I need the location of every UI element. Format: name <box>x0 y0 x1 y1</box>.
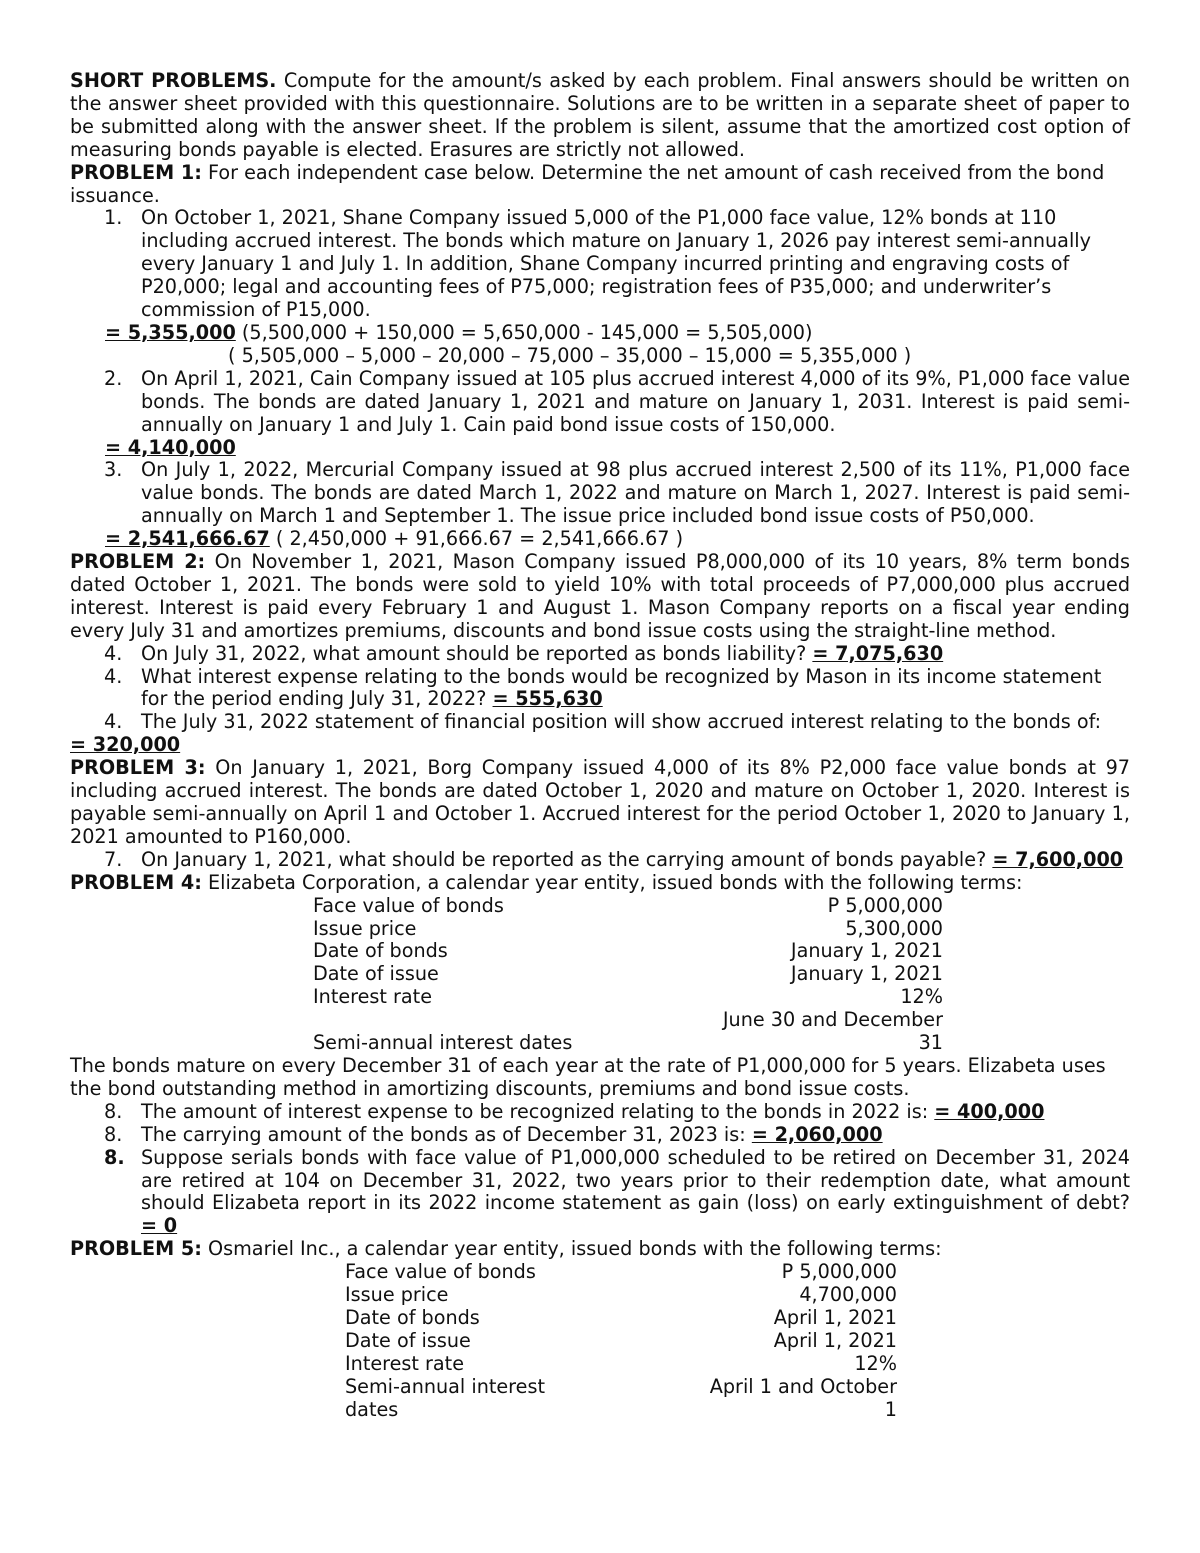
term-value: June 30 and December <box>722 1008 943 1032</box>
item-text: The amount of interest expense to be recognized relating to the bonds in 2022 is: <box>141 1099 935 1123</box>
term-label: dates <box>345 1397 399 1421</box>
intro-heading: SHORT PROBLEMS. <box>70 69 277 92</box>
problem-2-item-3 <box>70 711 1130 734</box>
term-label: Interest rate <box>345 1351 465 1375</box>
terms-row <box>345 1307 897 1330</box>
terms-row <box>345 1376 897 1399</box>
term-value: 5,300,000 <box>845 916 943 940</box>
solution-work: ( 2,450,000 + 91,666.67 = 2,541,666.67 ) <box>269 527 684 551</box>
term-label: Date of bonds <box>313 939 448 963</box>
answer-line <box>70 528 1130 551</box>
problem-1-text: For each independent case below. Determine the net amount of cash received from the bond issuance. <box>70 160 1105 207</box>
term-value: P 5,000,000 <box>781 1260 897 1284</box>
answer-value: = 7,600,000 <box>992 847 1124 871</box>
problem-4-item-3 <box>70 1147 1130 1239</box>
term-value: April 1, 2021 <box>773 1328 897 1352</box>
item-text: On October 1, 2021, Shane Company issued 5,000 of the P1,000 face value, 12% bonds at 110 including accrued interest. The bonds which mature on January 1, 2026 pay interest semi-annually every January 1 and July 1. In addition, Shane Company incurred printing and engraving costs of P20,000; legal and accounting fees of P75,000; registration fees of P35,000; and underwriter’s commission of P15,000. <box>141 206 1091 322</box>
answer-value: = 7,075,630 <box>812 641 944 665</box>
item-number: 1. <box>104 206 123 230</box>
term-label <box>313 1009 717 1032</box>
item-text: On January 1, 2021, what should be reported as the carrying amount of bonds payable? <box>141 847 993 871</box>
term-value: January 1, 2021 <box>790 939 943 963</box>
term-value: January 1, 2021 <box>790 962 943 986</box>
problem-3-paragraph <box>70 757 1130 849</box>
answer-value: = 400,000 <box>934 1099 1045 1123</box>
problem-5-terms-table <box>345 1261 897 1421</box>
item-number: 3. <box>104 458 123 482</box>
answer-line <box>70 322 1130 345</box>
problem-2-text: On November 1, 2021, Mason Company issued P8,000,000 of its 10 years, 8% term bonds dated October 1, 2021. The bonds were sold to yield 10% with total proceeds of P7,000,000 plus accrued interest. Interest is paid every February 1 and August 1. Mason Company reports on a fiscal year ending every July 31 and amortizes premiums, discounts and bond issue costs using the straight-line method. <box>70 550 1130 642</box>
problem-1-paragraph <box>70 162 1130 208</box>
answer-line <box>70 734 1130 757</box>
item-number: 4. <box>104 641 123 665</box>
answer-value: = 320,000 <box>70 733 181 757</box>
intro-paragraph <box>70 70 1130 162</box>
term-label: Date of issue <box>345 1328 471 1352</box>
terms-row <box>313 940 943 963</box>
problem-4-item-1 <box>70 1101 1130 1124</box>
problem-5-paragraph <box>70 1238 1130 1261</box>
item-number: 4. <box>104 664 123 688</box>
problem-4-terms-table <box>313 895 943 1055</box>
terms-row <box>313 895 943 918</box>
problem-5-text: Osmariel Inc., a calendar year entity, issued bonds with the following terms: <box>208 1237 942 1261</box>
item-number: 8. <box>104 1099 123 1123</box>
terms-row <box>313 1032 943 1055</box>
problem-4-item-2 <box>70 1124 1130 1147</box>
term-label: Interest rate <box>313 985 433 1009</box>
terms-row <box>313 963 943 986</box>
term-value: April 1 and October <box>709 1374 897 1398</box>
problem-4-heading: PROBLEM 4: <box>70 870 202 894</box>
answer-line <box>70 437 1130 460</box>
term-value: April 1, 2021 <box>773 1305 897 1329</box>
problem-2-item-2 <box>70 666 1130 712</box>
item-text: On April 1, 2021, Cain Company issued at 105 plus accrued interest 4,000 of its 9%, P1,000 face value bonds. The bonds are dated January 1, 2021 and mature on January 1, 2031. Interest is paid semi-annually on January 1 and July 1. Cain paid bond issue costs of 150,000. <box>141 366 1130 436</box>
term-value: 4,700,000 <box>799 1283 897 1307</box>
term-label: Semi-annual interest <box>345 1374 545 1398</box>
terms-row <box>345 1284 897 1307</box>
item-text: On July 31, 2022, what amount should be reported as bonds liability? <box>141 641 813 665</box>
answer-value: = 2,541,666.67 <box>105 527 270 551</box>
term-label: Issue price <box>345 1283 449 1307</box>
item-number: 4. <box>104 710 123 734</box>
problem-4-after-text: The bonds mature on every December 31 of each year at the rate of P1,000,000 for 5 years. Elizabeta uses the bond outstanding method in amortizing discounts, premiums and bond issue costs. <box>70 1053 1106 1100</box>
terms-row <box>313 918 943 941</box>
item-number: 2. <box>104 366 123 390</box>
answer-value: = 0 <box>141 1214 178 1238</box>
problem-2-paragraph <box>70 551 1130 643</box>
term-label: Issue price <box>313 916 417 940</box>
terms-row <box>313 1009 943 1032</box>
problem-5-heading: PROBLEM 5: <box>70 1237 202 1261</box>
intro-text: Compute for the amount/s asked by each problem. Final answers should be written on the answer sheet provided with this questionnaire. Solutions are to be written in a separate sheet of paper to be submitted along with the answer sheet. If the problem is silent, assume that the amortized cost option of measuring bonds payable is elected. Erasures are strictly not allowed. <box>70 69 1130 161</box>
item-text: What interest expense relating to the bonds would be recognized by Mason in its income statement for the period ending July 31, 2022? <box>141 664 1102 711</box>
terms-row <box>345 1353 897 1376</box>
term-value: 1 <box>884 1397 897 1421</box>
answer-value: = 4,140,000 <box>105 435 236 459</box>
term-label: Face value of bonds <box>313 893 504 917</box>
terms-row <box>345 1399 897 1422</box>
item-text: The July 31, 2022 statement of financial position will show accrued interest relating to the bonds of: <box>141 710 1102 734</box>
item-text: The carrying amount of the bonds as of December 31, 2023 is: <box>141 1122 752 1146</box>
item-number: 7. <box>104 847 123 871</box>
term-value: 12% <box>854 1351 897 1375</box>
term-value: 31 <box>918 1031 943 1055</box>
problem-4-text: Elizabeta Corporation, a calendar year entity, issued bonds with the following terms: <box>208 870 1023 894</box>
item-text: On July 1, 2022, Mercurial Company issued at 98 plus accrued interest 2,500 of its 11%, P1,000 face value bonds. The bonds are dated March 1, 2022 and mature on March 1, 2027. Interest is paid semi-annually on March 1 and September 1. The issue price included bond issue costs of P50,000. <box>141 458 1130 528</box>
problem-3-item-1 <box>70 849 1130 872</box>
problem-3-text: On January 1, 2021, Borg Company issued 4,000 of its 8% P2,000 face value bonds at 97 including accrued interest. The bonds are dated October 1, 2020 and mature on October 1, 2020. Interest is payable semi-annually on April 1 and October 1. Accrued interest for the period October 1, 2020 to January 1, 2021 amounted to P160,000. <box>70 756 1131 848</box>
problem-1-item-1 <box>70 207 1130 322</box>
solution-work-line: ( 5,505,000 – 5,000 – 20,000 – 75,000 – 35,000 – 15,000 = 5,355,000 ) <box>228 343 912 367</box>
item-text: Suppose serials bonds with face value of P1,000,000 scheduled to be retired on December 31, 2024 are retired at 104 on December 31, 2022, two years prior to their redemption date, what amount should Elizabeta report in its 2022 income statement as gain (loss) on early extinguishment of debt? <box>141 1145 1130 1215</box>
answer-value: = 555,630 <box>492 687 603 711</box>
answer-value: = 2,060,000 <box>751 1122 883 1146</box>
term-label: Semi-annual interest dates <box>313 1031 573 1055</box>
terms-row <box>313 986 943 1009</box>
problem-3-heading: PROBLEM 3: <box>70 756 206 780</box>
problem-1-heading: PROBLEM 1: <box>70 160 202 184</box>
term-label: Date of bonds <box>345 1305 480 1329</box>
problem-4-paragraph <box>70 872 1130 895</box>
term-value: 12% <box>900 985 943 1009</box>
answer-value: = 5,355,000 <box>105 320 236 344</box>
item-number: 8. <box>104 1122 123 1146</box>
problem-2-heading: PROBLEM 2: <box>70 550 206 574</box>
term-value: P 5,000,000 <box>827 893 943 917</box>
term-label: Face value of bonds <box>345 1260 536 1284</box>
problem-1-item-2 <box>70 368 1130 437</box>
term-label: Date of issue <box>313 962 439 986</box>
problem-1-item-3 <box>70 459 1130 528</box>
solution-work: (5,500,000 + 150,000 = 5,650,000 - 145,000 = 5,505,000) <box>241 320 813 344</box>
item-number: 8. <box>104 1145 125 1169</box>
terms-row <box>345 1330 897 1353</box>
problem-2-item-1 <box>70 643 1130 666</box>
terms-row <box>345 1261 897 1284</box>
